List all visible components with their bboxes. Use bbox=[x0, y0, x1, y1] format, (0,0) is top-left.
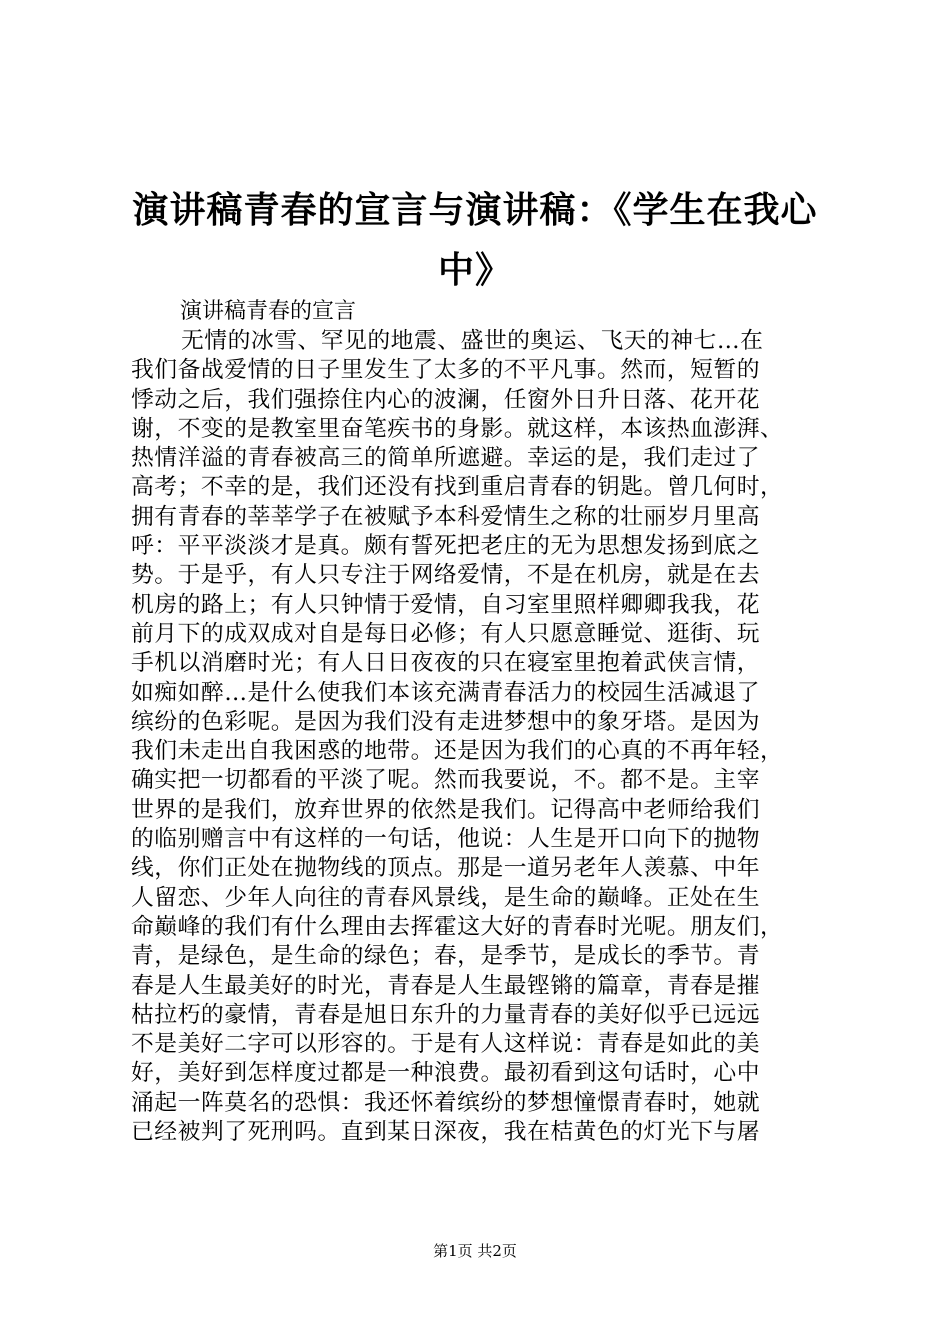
text-line: 我们未走出自我困惑的地带。还是因为我们的心真的不再年轻， bbox=[131, 738, 784, 765]
text-line: 势。于是乎，有人只专注于网络爱情，不是在机房，就是在去 bbox=[131, 562, 761, 589]
text-line: 世界的是我们，放弃世界的依然是我们。记得高中老师给我们 bbox=[131, 796, 761, 823]
text-line: 手机以消磨时光；有人日日夜夜的只在寝室里抱着武侠言情， bbox=[131, 650, 761, 677]
text-line: 线，你们正处在抛物线的顶点。那是一道另老年人羡慕、中年 bbox=[131, 855, 761, 882]
text-line: 已经被判了死刑吗。直到某日深夜，我在桔黄色的灯光下与屠 bbox=[131, 1119, 761, 1146]
document-title bbox=[130, 180, 820, 300]
text-line: 枯拉朽的豪情，青春是旭日东升的力量青春的美好似乎已远远 bbox=[131, 1001, 761, 1028]
text-line: 人留恋、少年人向往的青春风景线，是生命的巅峰。正处在生 bbox=[131, 884, 761, 911]
text-line: 不是美好二字可以形容的。于是有人这样说：青春是如此的美 bbox=[131, 1031, 761, 1058]
text-line: 青，是绿色，是生命的绿色；春，是季节，是成长的季节。青 bbox=[131, 943, 761, 970]
title-line-2: 中》 bbox=[437, 249, 512, 291]
title-line-1: 演讲稿青春的宣言与演讲稿：《学生在我心 bbox=[132, 189, 818, 231]
text-line: 悸动之后，我们强捺住内心的波澜，任窗外日升日落、花开花 bbox=[131, 386, 761, 413]
text-line: 的临别赠言中有这样的一句话，他说：人生是开口向下的抛物 bbox=[131, 826, 761, 853]
text-line: 拥有青春的莘莘学子在被赋予本科爱情生之称的壮丽岁月里高 bbox=[131, 503, 761, 530]
text-line: 热情洋溢的青春被高三的简单所遮避。幸运的是，我们走过了 bbox=[131, 445, 761, 472]
text-line: 命巅峰的我们有什么理由去挥霍这大好的青春时光呢。朋友们， bbox=[131, 913, 784, 940]
text-line: 呼：平平淡淡才是真。颇有誓死把老庄的无为思想发扬到底之 bbox=[131, 533, 761, 560]
body-paragraph bbox=[131, 327, 831, 1147]
text-line: 谢，不变的是教室里奋笔疾书的身影。就这样，本该热血澎湃、 bbox=[131, 415, 784, 442]
text-line: 前月下的成双成对自是每日必修；有人只愿意睡觉、逛街、玩 bbox=[131, 620, 761, 647]
text-line: 如痴如醉…是什么使我们本该充满青春活力的校园生活减退了 bbox=[131, 679, 761, 706]
text-line: 我们备战爱情的日子里发生了太多的不平凡事。然而，短暂的 bbox=[131, 357, 761, 384]
text-line: 高考；不幸的是，我们还没有找到重启青春的钥匙。曾几何时， bbox=[131, 474, 784, 501]
text-line: 确实把一切都看的平淡了呢。然而我要说，不。都不是。主宰 bbox=[131, 767, 761, 794]
page-footer: 第1页 共2页 bbox=[433, 1242, 517, 1260]
text-line: 缤纷的色彩呢。是因为我们没有走进梦想中的象牙塔。是因为 bbox=[131, 708, 761, 735]
section-heading: 演讲稿青春的宣言 bbox=[180, 299, 357, 324]
text-line: 涌起一阵莫名的恐惧：我还怀着缤纷的梦想憧憬青春时，她就 bbox=[131, 1089, 761, 1116]
text-line: 好，美好到怎样度过都是一种浪费。最初看到这句话时，心中 bbox=[131, 1060, 761, 1087]
text-line: 春是人生最美好的时光，青春是人生最铿锵的篇章，青春是摧 bbox=[131, 972, 761, 999]
text-line: 机房的路上；有人只钟情于爱情，自习室里照样卿卿我我，花 bbox=[131, 591, 761, 618]
text-line: 无情的冰雪、罕见的地震、盛世的奥运、飞天的神七…在 bbox=[181, 328, 764, 354]
